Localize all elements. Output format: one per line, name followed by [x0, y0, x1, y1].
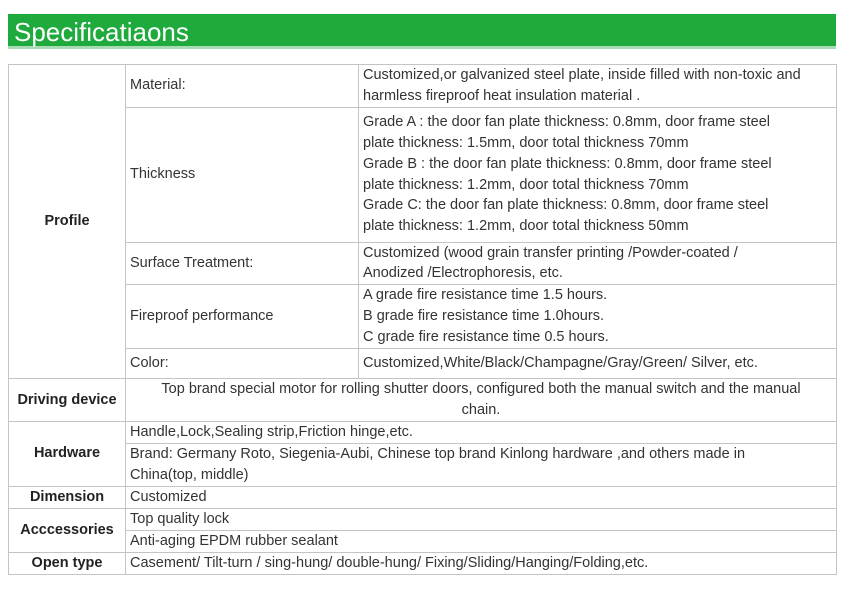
- category-open-type: Open type: [9, 552, 126, 574]
- table-row: [9, 508, 837, 530]
- table-row: [9, 379, 837, 422]
- table-row: [9, 530, 837, 552]
- table-row: [9, 349, 837, 379]
- category-driving-device: Driving device: [9, 379, 126, 422]
- value-accessories-lock: Top quality lock: [126, 508, 837, 530]
- category-dimension: Dimension: [9, 486, 126, 508]
- label-thickness: Thickness: [126, 107, 359, 242]
- category-hardware: Hardware: [9, 422, 126, 486]
- table-row: [9, 285, 837, 349]
- table-row: [9, 486, 837, 508]
- label-surface-treatment: Surface Treatment:: [126, 242, 359, 285]
- value-driving-device: Top brand special motor for rolling shutter doors, configured both the manual switch and the manual chain.: [126, 379, 837, 422]
- value-dimension: Customized: [126, 486, 837, 508]
- value-material: Customized,or galvanized steel plate, inside filled with non-toxic and harmless fireproof heat insulation material .: [359, 65, 837, 108]
- value-hardware-brand: Brand: Germany Roto, Siegenia-Aubi, Chinese top brand Kinlong hardware ,and others made in China(top, middle): [126, 443, 837, 486]
- table-row: [9, 443, 837, 486]
- specifications-table: [8, 64, 837, 575]
- category-profile: Profile: [9, 65, 126, 379]
- value-color: Customized,White/Black/Champagne/Gray/Green/ Silver, etc.: [359, 349, 837, 379]
- table-row: [9, 422, 837, 444]
- value-surface-treatment: Customized (wood grain transfer printing /Powder-coated / Anodized /Electrophoresis, etc.: [359, 242, 837, 285]
- section-title-banner: [8, 14, 836, 49]
- table-row: [9, 552, 837, 574]
- label-fireproof: Fireproof performance: [126, 285, 359, 349]
- table-row: [9, 242, 837, 285]
- section-title: Specificatiaons: [14, 17, 189, 47]
- value-hardware-items: Handle,Lock,Sealing strip,Friction hinge,etc.: [126, 422, 837, 444]
- label-material: Material:: [126, 65, 359, 108]
- value-fireproof: A grade fire resistance time 1.5 hours. B grade fire resistance time 1.0hours. C grade fire resistance time 0.5 hours.: [359, 285, 837, 349]
- label-color: Color:: [126, 349, 359, 379]
- value-accessories-sealant: Anti-aging EPDM rubber sealant: [126, 530, 837, 552]
- category-accessories: Acccessories: [9, 508, 126, 552]
- table-row: [9, 65, 837, 108]
- value-thickness: Grade A : the door fan plate thickness: 0.8mm, door frame steel plate thickness: 1.5mm, door total thickness 70mm Grade B : the door fan plate thickness: 0.8mm, door frame steel plate thickness: 1.2mm, door total thickness 70mm Grade C: the door fan plate thickness: 0.8mm, door frame steel plate thickness: 1.2mm, door total thickness 50mm: [359, 107, 837, 242]
- value-open-type: Casement/ Tilt-turn / sing-hung/ double-hung/ Fixing/Sliding/Hanging/Folding,etc.: [126, 552, 837, 574]
- table-row: [9, 107, 837, 242]
